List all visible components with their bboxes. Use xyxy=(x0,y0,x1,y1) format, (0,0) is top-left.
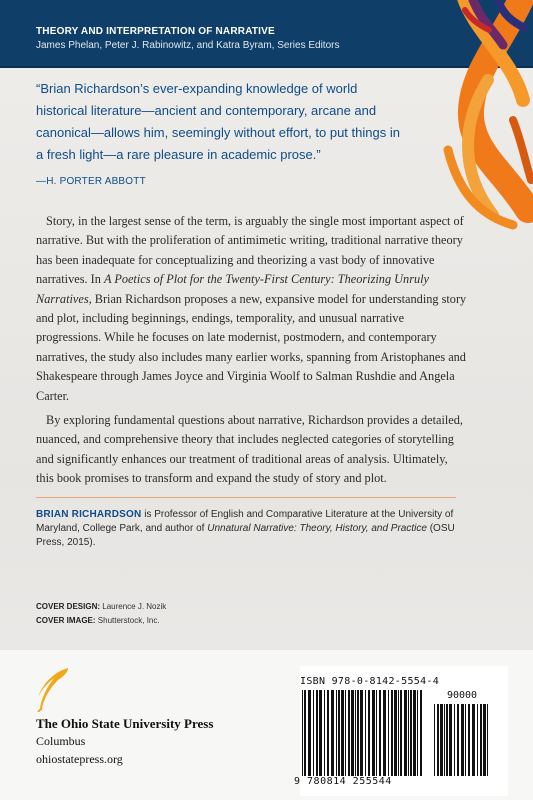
isbn-number: ISBN 978-0-8142-5554-4 xyxy=(300,676,440,687)
quote-attribution: —H. PORTER ABBOTT xyxy=(36,176,146,187)
cover-image-credit: COVER IMAGE: Shutterstock, Inc. xyxy=(36,616,160,625)
cover-credits xyxy=(36,600,166,628)
publisher-city: Columbus xyxy=(36,734,86,748)
description-paragraph-1: Story, in the largest sense of the term, is arguably the single most important aspect of narrative. But with the proliferation of antimimetic writing, traditional narrative theory has been inadequate for conceptualizing and theorizing a vast body of innovative narratives. In A Poetics of Plot for the Twenty-First Century: Theorizing Unruly Narratives, Brian Richardson proposes a new, expansive model for understanding story and plot, including beginnings, endings, temporality, and unusual narrative progressions. While he focuses on late modernist, postmodern, and contemporary narratives, the study also includes many earlier works, spanning from Aristophanes and Shakespeare through James Joyce and Virginia Woolf to Salman Rushdie and Angela Carter. xyxy=(36,214,467,403)
author-previous-book: Unnatural Narrative: Theory, History, and Practice xyxy=(207,523,427,534)
barcode-ean xyxy=(302,690,426,776)
author-name: BRIAN RICHARDSON xyxy=(36,509,142,520)
series-title: THEORY AND INTERPRETATION OF NARRATIVE xyxy=(36,26,275,37)
series-editors: James Phelan, Peter J. Rabinowitz, and Katra Byram, Series Editors xyxy=(36,40,340,51)
price-code: 90000 xyxy=(446,690,478,701)
author-bio: BRIAN RICHARDSON is Professor of English and Comparative Literature at the University of Maryland, College Park, and author of Unnatural Narrative: Theory, History, and Practice (OSU Press, 2015). xyxy=(36,509,455,548)
description-paragraph-2: By exploring fundamental questions about narrative, Richardson provides a detailed, nuanced, and comprehensive theory that includes neglected categories of storytelling and significantly enhances our treatment of traditional areas of analysis. Ultimately, this book promises to transform and expand the study of story and plot. xyxy=(36,413,463,486)
cover-design-credit: COVER DESIGN: Laurence J. Nozik xyxy=(36,602,167,611)
quill-logo-icon xyxy=(28,666,74,712)
section-divider xyxy=(36,497,456,498)
publisher-url: ohiostatepress.org xyxy=(36,752,123,766)
ean-number: 9 780814 255544 xyxy=(294,776,392,787)
book-description xyxy=(36,212,468,494)
publisher-name: The Ohio State University Press xyxy=(36,716,214,731)
book-title: A Poetics of Plot for the Twenty-First Century: Theorizing Unruly Narratives xyxy=(36,272,429,306)
endorsement-quote: “Brian Richardson’s ever-expanding knowledge of world historical literature—ancient and contemporary, arcane and canonical—allows him, seemingly without effort, to put things in a fresh light—a rare pleasure in academic prose.” xyxy=(36,81,400,162)
barcode-addon xyxy=(434,704,490,776)
